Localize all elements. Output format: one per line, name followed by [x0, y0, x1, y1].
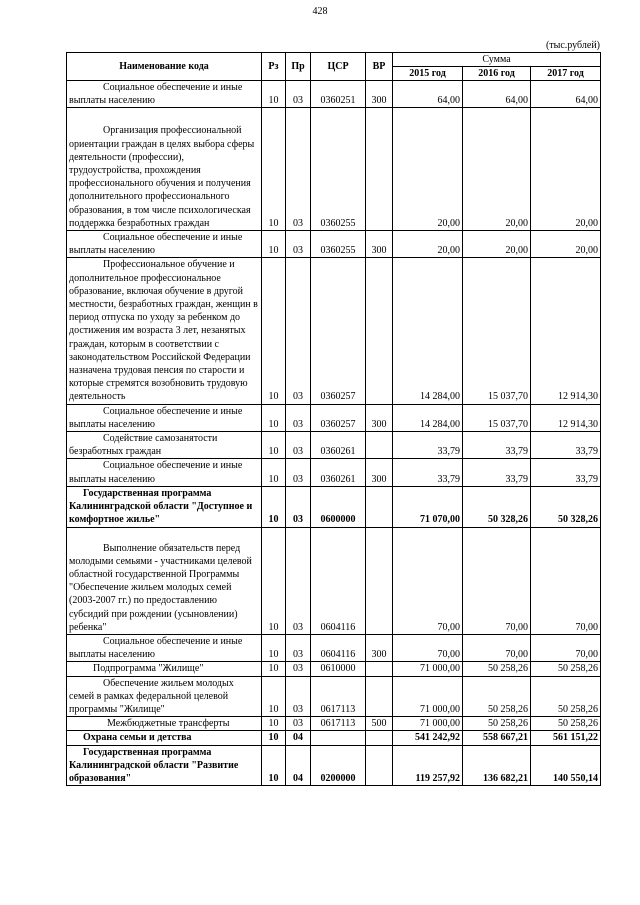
row-vr	[366, 731, 393, 745]
table-row	[67, 459, 601, 486]
header-vr: ВР	[366, 53, 393, 81]
row-pr: 03	[286, 717, 311, 731]
row-vr	[366, 527, 393, 634]
budget-table	[66, 52, 601, 786]
row-name: Социальное обеспечение и иные выплаты населению	[67, 404, 262, 431]
row-2015: 71 000,00	[393, 662, 463, 676]
row-csr: 0604116	[311, 634, 366, 661]
row-pr: 03	[286, 231, 311, 258]
table-row	[67, 404, 601, 431]
row-2016: 136 682,21	[463, 745, 531, 786]
row-vr: 300	[366, 459, 393, 486]
header-2015: 2015 год	[393, 67, 463, 81]
row-2015: 14 284,00	[393, 258, 463, 404]
row-2015: 20,00	[393, 108, 463, 231]
row-2016: 33,79	[463, 459, 531, 486]
row-2015: 71 070,00	[393, 486, 463, 527]
row-2016: 50 258,26	[463, 676, 531, 717]
row-name: Социальное обеспечение и иные выплаты населению	[67, 231, 262, 258]
row-rz: 10	[262, 81, 286, 108]
row-2015: 70,00	[393, 634, 463, 661]
row-2015: 541 242,92	[393, 731, 463, 745]
row-2017: 50 258,26	[531, 717, 601, 731]
row-csr: 0360255	[311, 231, 366, 258]
header-rz: Рз	[262, 53, 286, 81]
row-pr: 03	[286, 108, 311, 231]
table-row	[67, 432, 601, 459]
row-csr	[311, 731, 366, 745]
row-2016: 20,00	[463, 108, 531, 231]
table-row	[67, 745, 601, 786]
row-rz: 10	[262, 662, 286, 676]
row-rz: 10	[262, 717, 286, 731]
row-csr: 0360257	[311, 258, 366, 404]
row-2017: 20,00	[531, 108, 601, 231]
table-row	[67, 81, 601, 108]
row-name: Охрана семьи и детства	[67, 731, 262, 745]
header-2017: 2017 год	[531, 67, 601, 81]
row-csr: 0604116	[311, 527, 366, 634]
row-csr: 0360255	[311, 108, 366, 231]
header-sum: Сумма	[393, 53, 601, 67]
table-row	[67, 527, 601, 634]
units-label: (тыс.рублей)	[545, 40, 600, 51]
row-name: Подпрограмма "Жилище"	[67, 662, 262, 676]
row-name: Социальное обеспечение и иные выплаты населению	[67, 459, 262, 486]
header-pr: Пр	[286, 53, 311, 81]
row-2017: 70,00	[531, 634, 601, 661]
row-2017: 33,79	[531, 432, 601, 459]
page-number: 428	[312, 6, 328, 17]
row-2016: 50 258,26	[463, 717, 531, 731]
row-pr: 03	[286, 486, 311, 527]
table-row	[67, 676, 601, 717]
row-2017: 140 550,14	[531, 745, 601, 786]
row-2016: 50 328,26	[463, 486, 531, 527]
row-2015: 64,00	[393, 81, 463, 108]
row-2015: 119 257,92	[393, 745, 463, 786]
row-vr	[366, 258, 393, 404]
row-name: Выполнение обязательств перед молодыми семьями - участниками целевой областной государственной Программы "Обеспечение жильем молодых семей (2003-2007 гг.) по предоставлению субсидий при рождении (усыновлении) ребенка"	[67, 527, 262, 634]
row-name: Профессиональное обучение и дополнительное профессиональное образование, включая обучение в другой местности, безработных граждан, женщин в период отпуска по уходу за ребенком до достижения им возраста 3 лет, незанятых граждан, которым в соответствии с законодательством Российской Федерации назначена трудовая пенсия по старости и которые стремятся возобновить трудовую деятельность	[67, 258, 262, 404]
table-row	[67, 717, 601, 731]
row-2017: 50 328,26	[531, 486, 601, 527]
header-row	[67, 53, 601, 67]
row-2015: 33,79	[393, 459, 463, 486]
row-pr: 03	[286, 634, 311, 661]
row-2017: 50 258,26	[531, 662, 601, 676]
row-pr: 03	[286, 81, 311, 108]
row-rz: 10	[262, 432, 286, 459]
row-rz: 10	[262, 745, 286, 786]
row-csr: 0600000	[311, 486, 366, 527]
row-2016: 70,00	[463, 527, 531, 634]
row-name: Обеспечение жильем молодых семей в рамках федеральной целевой программы "Жилище"	[67, 676, 262, 717]
row-2017: 20,00	[531, 231, 601, 258]
row-vr	[366, 108, 393, 231]
row-pr: 04	[286, 745, 311, 786]
row-2017: 50 258,26	[531, 676, 601, 717]
row-rz: 10	[262, 676, 286, 717]
row-name: Содействие самозанятости безработных граждан	[67, 432, 262, 459]
row-pr: 03	[286, 676, 311, 717]
row-name: Государственная программа Калининградской области "Развитие образования"	[67, 745, 262, 786]
row-2016: 33,79	[463, 432, 531, 459]
row-csr: 0200000	[311, 745, 366, 786]
row-2017: 561 151,22	[531, 731, 601, 745]
row-rz: 10	[262, 634, 286, 661]
row-2016: 70,00	[463, 634, 531, 661]
row-2015: 71 000,00	[393, 676, 463, 717]
row-pr: 03	[286, 459, 311, 486]
row-rz: 10	[262, 404, 286, 431]
row-csr: 0610000	[311, 662, 366, 676]
row-vr: 300	[366, 81, 393, 108]
row-2015: 14 284,00	[393, 404, 463, 431]
row-name: Государственная программа Калининградской области "Доступное и комфортное жилье"	[67, 486, 262, 527]
table-row	[67, 231, 601, 258]
row-pr: 04	[286, 731, 311, 745]
row-vr	[366, 486, 393, 527]
table-row	[67, 634, 601, 661]
row-rz: 10	[262, 731, 286, 745]
row-name: Межбюджетные трансферты	[67, 717, 262, 731]
row-vr: 300	[366, 404, 393, 431]
row-vr	[366, 745, 393, 786]
row-vr: 300	[366, 231, 393, 258]
row-2017: 12 914,30	[531, 404, 601, 431]
row-2017: 33,79	[531, 459, 601, 486]
row-vr	[366, 662, 393, 676]
row-pr: 03	[286, 527, 311, 634]
row-name: Социальное обеспечение и иные выплаты населению	[67, 81, 262, 108]
table-row	[67, 486, 601, 527]
row-pr: 03	[286, 258, 311, 404]
row-2015: 20,00	[393, 231, 463, 258]
row-vr	[366, 676, 393, 717]
row-pr: 03	[286, 432, 311, 459]
row-2017: 64,00	[531, 81, 601, 108]
header-2016: 2016 год	[463, 67, 531, 81]
row-csr: 0360261	[311, 459, 366, 486]
row-vr	[366, 432, 393, 459]
row-rz: 10	[262, 231, 286, 258]
row-csr: 0617113	[311, 717, 366, 731]
row-vr: 500	[366, 717, 393, 731]
row-csr: 0617113	[311, 676, 366, 717]
row-csr: 0360251	[311, 81, 366, 108]
row-rz: 10	[262, 527, 286, 634]
row-2016: 558 667,21	[463, 731, 531, 745]
row-2015: 70,00	[393, 527, 463, 634]
row-rz: 10	[262, 108, 286, 231]
table-row	[67, 662, 601, 676]
table-row	[67, 258, 601, 404]
row-vr: 300	[366, 634, 393, 661]
row-name: Организация профессиональной ориентации граждан в целях выбора сферы деятельности (профессии), трудоустройства, прохождения профессионального обучения и получения дополнительного профессионального образования, в том числе психологическая поддержка безработных граждан	[67, 108, 262, 231]
row-2015: 71 000,00	[393, 717, 463, 731]
row-name: Социальное обеспечение и иные выплаты населению	[67, 634, 262, 661]
row-rz: 10	[262, 459, 286, 486]
table-row	[67, 108, 601, 231]
row-2016: 20,00	[463, 231, 531, 258]
header-name: Наименование кода	[67, 53, 262, 81]
row-2016: 15 037,70	[463, 258, 531, 404]
row-csr: 0360261	[311, 432, 366, 459]
header-csr: ЦСР	[311, 53, 366, 81]
row-2016: 15 037,70	[463, 404, 531, 431]
row-pr: 03	[286, 404, 311, 431]
row-2017: 70,00	[531, 527, 601, 634]
row-2017: 12 914,30	[531, 258, 601, 404]
row-rz: 10	[262, 486, 286, 527]
row-2016: 50 258,26	[463, 662, 531, 676]
row-2016: 64,00	[463, 81, 531, 108]
row-2015: 33,79	[393, 432, 463, 459]
row-csr: 0360257	[311, 404, 366, 431]
row-rz: 10	[262, 258, 286, 404]
row-pr: 03	[286, 662, 311, 676]
table-row	[67, 731, 601, 745]
